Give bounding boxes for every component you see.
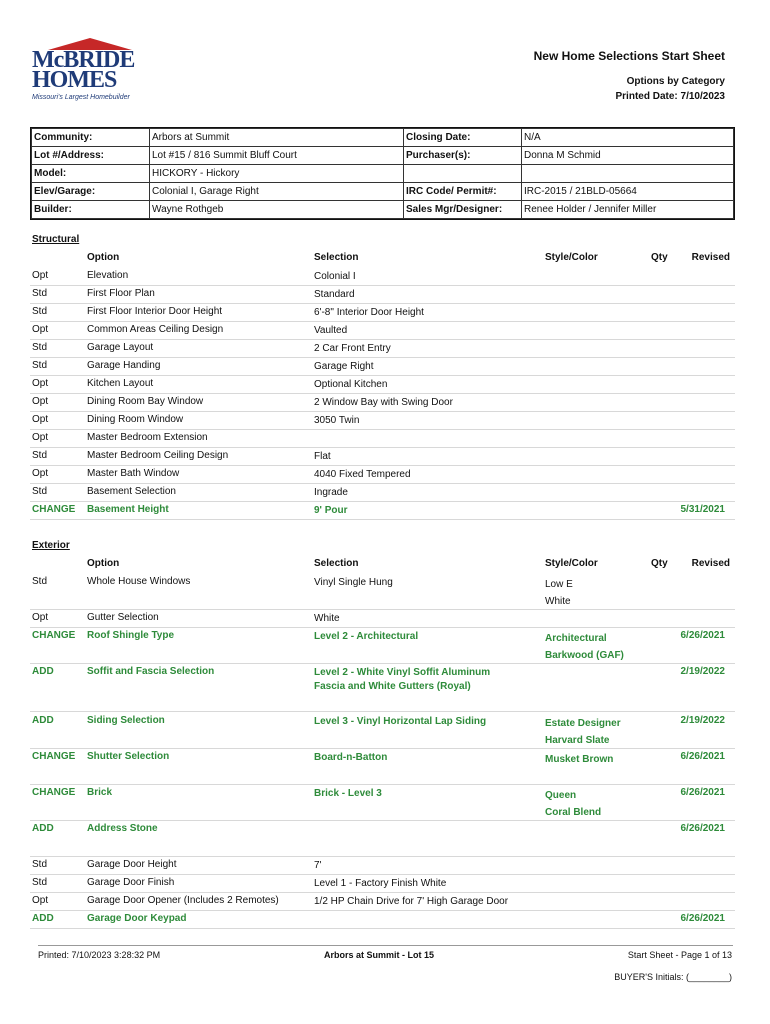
- row-selection: Colonial I: [314, 271, 356, 282]
- row-selection: Standard: [314, 289, 355, 300]
- row-type: Opt: [32, 324, 49, 335]
- info-row: [32, 147, 734, 165]
- row-type: CHANGE: [32, 751, 76, 762]
- table-row: [30, 820, 735, 857]
- row-selection: Garage Right: [314, 361, 374, 372]
- sales-label: Sales Mgr/Designer:: [404, 201, 522, 219]
- info-row: [32, 165, 734, 183]
- row-type: Opt: [32, 396, 49, 407]
- row-type: CHANGE: [32, 787, 76, 798]
- info-row: [32, 201, 734, 219]
- row-type: Opt: [32, 468, 49, 479]
- row-selection: Brick - Level 3: [314, 788, 382, 799]
- printed-date: Printed Date: 7/10/2023: [615, 91, 725, 102]
- table-row: [30, 357, 735, 376]
- row-selection: 2 Car Front Entry: [314, 343, 391, 354]
- row-option: Garage Door Height: [87, 859, 177, 870]
- builder-label: Builder:: [32, 201, 150, 219]
- document-title: New Home Selections Start Sheet: [533, 49, 725, 63]
- row-option: Common Areas Ceiling Design: [87, 324, 224, 335]
- row-option: Shutter Selection: [87, 751, 170, 762]
- row-revised: 6/26/2021: [680, 751, 725, 762]
- table-row: [30, 663, 735, 712]
- table-row: [30, 267, 735, 286]
- col-revised: Revised: [691, 558, 730, 569]
- row-selection: Vaulted: [314, 325, 348, 336]
- table-row: [30, 874, 735, 893]
- sales-value: Renee Holder / Jennifer Miller: [522, 201, 734, 219]
- row-type: Opt: [32, 432, 49, 443]
- exterior-title: Exterior: [32, 540, 70, 551]
- table-row: [30, 784, 735, 821]
- row-selection: Vinyl Single Hung: [314, 577, 393, 588]
- row-selection: 4040 Fixed Tempered: [314, 469, 411, 480]
- builder-value: Wayne Rothgeb: [150, 201, 404, 219]
- closing-value: N/A: [522, 129, 734, 147]
- table-row: [30, 573, 735, 610]
- row-option: Whole House Windows: [87, 576, 191, 587]
- table-row: [30, 465, 735, 484]
- table-row: [30, 501, 735, 520]
- table-row: [30, 321, 735, 340]
- row-option: Dining Room Bay Window: [87, 396, 204, 407]
- row-selection: Board-n-Batton: [314, 752, 388, 763]
- logo-tagline: Missouri's Largest Homebuilder: [32, 94, 130, 101]
- row-selection: Level 3 - Vinyl Horizontal Lap Siding: [314, 716, 487, 727]
- row-type: Std: [32, 450, 48, 461]
- row-selection: 7': [314, 860, 322, 871]
- buyer-initials: BUYER'S Initials: (________): [614, 972, 732, 982]
- col-style: Style/Color: [545, 252, 598, 263]
- row-option: Brick: [87, 787, 113, 798]
- table-row: [30, 712, 735, 749]
- purchaser-value: Donna M Schmid: [522, 147, 734, 165]
- col-revised: Revised: [691, 252, 730, 263]
- table-row: [30, 856, 735, 875]
- footer-divider: [38, 945, 733, 946]
- row-revised: 6/26/2021: [680, 823, 725, 834]
- row-selection: 1/2 HP Chain Drive for 7' High Garage Door: [314, 896, 509, 907]
- row-type: ADD: [32, 715, 54, 726]
- footer-page: Start Sheet - Page 1 of 13: [627, 950, 732, 960]
- row-option: Address Stone: [87, 823, 158, 834]
- row-option: First Floor Plan: [87, 288, 155, 299]
- lot-value: Lot #15 / 816 Summit Bluff Court: [150, 147, 404, 165]
- row-type: Std: [32, 859, 48, 870]
- row-selection: Level 2 - Architectural: [314, 631, 419, 642]
- row-option: Master Bath Window: [87, 468, 180, 479]
- row-option: Gutter Selection: [87, 612, 159, 623]
- irc-value: IRC-2015 / 21BLD-05664: [522, 183, 734, 201]
- row-option: Kitchen Layout: [87, 378, 154, 389]
- row-selection: Ingrade: [314, 487, 348, 498]
- row-option: Garage Door Finish: [87, 877, 175, 888]
- document-subtitle: Options by Category: [626, 76, 725, 87]
- company-logo: [30, 38, 148, 106]
- community-value: Arbors at Summit: [150, 129, 404, 147]
- row-style: Low E White: [545, 579, 573, 607]
- col-qty: Qty: [651, 252, 668, 263]
- row-option: Garage Door Keypad: [87, 913, 187, 924]
- table-row: [30, 375, 735, 394]
- row-type: ADD: [32, 666, 54, 677]
- col-selection: Selection: [314, 558, 359, 569]
- row-selection: Optional Kitchen: [314, 379, 388, 390]
- row-type: ADD: [32, 913, 54, 924]
- row-option: Garage Handing: [87, 360, 161, 371]
- table-row: [30, 892, 735, 911]
- row-type: Std: [32, 360, 48, 371]
- row-selection: 6'-8" Interior Door Height: [314, 307, 424, 318]
- row-option: Garage Layout: [87, 342, 154, 353]
- table-row: [30, 910, 735, 929]
- purchaser-label: Purchaser(s):: [404, 147, 522, 165]
- table-row: [30, 609, 735, 628]
- model-value: HICKORY - Hickory: [150, 165, 404, 183]
- col-option: Option: [87, 252, 120, 263]
- row-option: Dining Room Window: [87, 414, 184, 425]
- row-selection: White: [314, 613, 340, 624]
- irc-label: IRC Code/ Permit#:: [404, 183, 522, 201]
- info-row: [32, 183, 734, 201]
- row-option: Master Bedroom Ceiling Design: [87, 450, 229, 461]
- col-option: Option: [87, 558, 120, 569]
- row-type: Std: [32, 877, 48, 888]
- community-label: Community:: [32, 129, 150, 147]
- row-type: ADD: [32, 823, 54, 834]
- row-type: Opt: [32, 895, 49, 906]
- closing-label: Closing Date:: [404, 129, 522, 147]
- row-type: CHANGE: [32, 630, 76, 641]
- structural-title: Structural: [32, 234, 80, 245]
- row-option: Garage Door Opener (Includes 2 Remotes): [87, 895, 279, 906]
- row-type: Opt: [32, 414, 49, 425]
- table-row: [30, 748, 735, 785]
- row-selection: Level 2 - White Vinyl Soffit Aluminum Fascia and White Gutters (Royal): [314, 667, 491, 692]
- row-selection: 2 Window Bay with Swing Door: [314, 397, 453, 408]
- col-selection: Selection: [314, 252, 359, 263]
- row-selection: Level 1 - Factory Finish White: [314, 878, 447, 889]
- row-style: Estate Designer Harvard Slate: [545, 718, 621, 746]
- table-row: [30, 339, 735, 358]
- row-option: Soffit and Fascia Selection: [87, 666, 215, 677]
- row-revised: 2/19/2022: [680, 666, 725, 677]
- row-type: CHANGE: [32, 504, 76, 515]
- row-revised: 2/19/2022: [680, 715, 725, 726]
- table-row: [30, 483, 735, 502]
- row-revised: 6/26/2021: [680, 913, 725, 924]
- row-option: Elevation: [87, 270, 129, 281]
- row-type: Std: [32, 486, 48, 497]
- table-row: [30, 393, 735, 412]
- logo-line1: McBRIDE: [32, 47, 135, 73]
- col-style: Style/Color: [545, 558, 598, 569]
- row-type: Opt: [32, 378, 49, 389]
- row-selection: 9' Pour: [314, 505, 348, 516]
- row-option: Siding Selection: [87, 715, 165, 726]
- row-style: Musket Brown: [545, 754, 614, 765]
- job-info-table: [30, 127, 735, 220]
- row-option: Master Bedroom Extension: [87, 432, 208, 443]
- row-option: Roof Shingle Type: [87, 630, 175, 641]
- lot-label: Lot #/Address:: [32, 147, 150, 165]
- info-row: [32, 129, 734, 147]
- table-row: [30, 447, 735, 466]
- row-revised: 6/26/2021: [680, 630, 725, 641]
- table-row: [30, 429, 735, 448]
- row-type: Opt: [32, 270, 49, 281]
- row-style: Queen Coral Blend: [545, 790, 602, 818]
- row-revised: 5/31/2021: [680, 504, 725, 515]
- row-selection: Flat: [314, 451, 331, 462]
- table-row: [30, 303, 735, 322]
- row-type: Std: [32, 576, 48, 587]
- footer-center: Arbors at Summit - Lot 15: [324, 950, 435, 960]
- row-type: Std: [32, 342, 48, 353]
- col-qty: Qty: [651, 558, 668, 569]
- row-style: Architectural Barkwood (GAF): [545, 633, 624, 661]
- row-type: Std: [32, 288, 48, 299]
- elev-value: Colonial I, Garage Right: [150, 183, 404, 201]
- row-option: First Floor Interior Door Height: [87, 306, 223, 317]
- footer-printed: Printed: 7/10/2023 3:28:32 PM: [38, 950, 161, 960]
- logo-line2: HOMES: [32, 67, 117, 93]
- row-option: Basement Height: [87, 504, 169, 515]
- row-selection: 3050 Twin: [314, 415, 360, 426]
- row-revised: 6/26/2021: [680, 787, 725, 798]
- table-row: [30, 627, 735, 664]
- elev-label: Elev/Garage:: [32, 183, 150, 201]
- row-option: Basement Selection: [87, 486, 176, 497]
- row-type: Std: [32, 306, 48, 317]
- table-row: [30, 285, 735, 304]
- model-label: Model:: [32, 165, 150, 183]
- row-type: Opt: [32, 612, 49, 623]
- table-row: [30, 411, 735, 430]
